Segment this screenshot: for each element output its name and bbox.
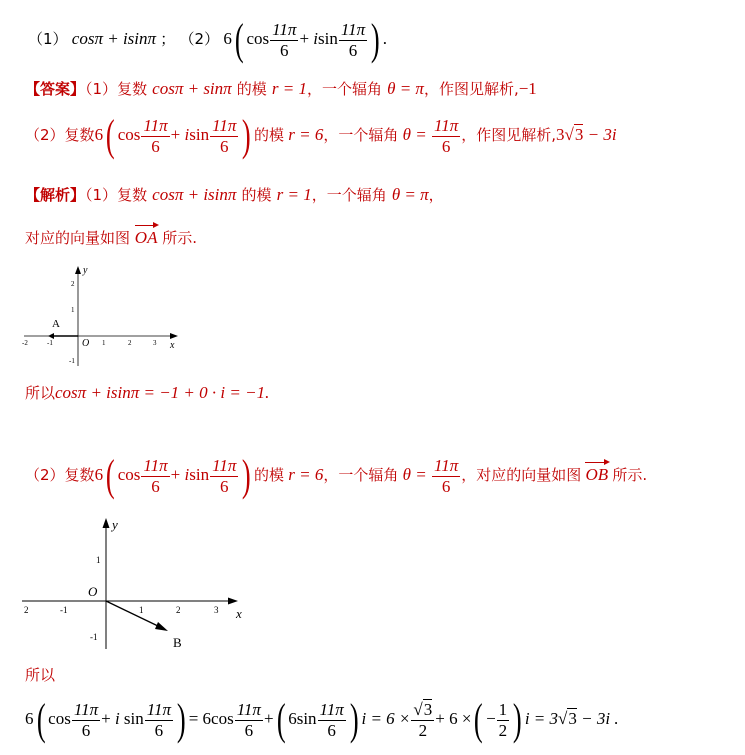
analysis-p1-end: ， [428,186,444,204]
q-part1-label: （1） [28,29,68,48]
analysis-line-1 [25,184,444,205]
analysis-p1-expr: cosπ + isinπ [152,185,237,204]
vec-ob: OB [585,464,609,484]
vec-line-b: 所示. [162,229,198,247]
vec-line-a: 对应的向量如图 [25,229,131,247]
q-part1-expr: cosπ + isinπ [71,28,157,48]
final-6sin: 6sin [288,708,317,728]
final-plus6: + 6 × [435,708,472,728]
g1-xtick-1: -1 [47,339,53,347]
g2-xtick-3: 2 [176,605,181,615]
answer-p2-result-a: 3 [556,124,565,144]
analysis-p2-mod-text: 的模 [254,465,285,484]
answer-p1-mod: r = 1 [271,79,307,98]
analysis-p2-mod: r = 6 [288,464,324,484]
g1-xtick-2: 1 [102,339,106,347]
question-line: （1） cosπ + isinπ ； （2） 6( cos $\frac{11\pi}{6}$ + isin $\frac{11\pi}{6}$ ) . [28,15,388,65]
g2-xtick-0: 2 [24,605,29,615]
q-end: . [382,28,388,48]
answer-line-2: （2）复数6( cos $\frac{11\pi}{6}$ + isin $\frac{11\pi}{6}$ ) 的模 r = 6，一个辐角 θ = $\frac{11\pi}{6}$ ，作图见解析,3√3 − 3i [25,111,617,161]
answer-p2-arg-text: ，一个辐角 [323,125,399,144]
analysis-p1-mod: r = 1 [276,185,312,204]
g1-xtick-0: -2 [22,339,28,347]
so1-prefix: 所以 [25,384,56,402]
answer-p1-prefix: 复数 [117,80,148,98]
q-frac-2: $\frac{11\pi}{6}$ [340,20,366,60]
g2-y-label: y [112,517,118,532]
g2-xtick-4: 3 [214,605,219,615]
g2-origin: O [88,584,98,599]
answer-p1-arg-text: ，一个辐角 [306,80,382,98]
g1-ytick-0: 2 [71,280,75,288]
analysis-vec-line-1 [25,227,197,248]
paren-left: ( [234,15,244,65]
g1-ytick-2: -1 [69,357,75,365]
final-equation: 6( cos $\frac{11\pi}{6}$ + i sin $\frac{11\pi}{6}$ ) = 6cos $\frac{11\pi}{6}$ +( 6sin $\frac{11\pi}{6}$ ) i = 6 × $\frac{√3}{2}$ + 6 ×( − $\frac{1}{2}$ ) i = 3√3 − 3i . [25,695,619,745]
answer-p1-result: −1 [518,79,537,98]
final-tail-a: i = 3 [524,708,559,728]
g2-xtick-2: 1 [139,605,144,615]
graph-2 [18,514,253,654]
paren-right: ) [371,15,380,65]
g1-y-label: y [83,265,88,276]
analysis-p2-prefix: 复数 [64,465,95,484]
g2-xtick-1: -1 [60,605,68,615]
g1-point-a: A [52,318,60,330]
answer-p1-label: （1） [85,80,118,98]
analysis-line-2: （2）复数6( cos $\frac{11\pi}{6}$ + isin $\frac{11\pi}{6}$ ) 的模 r = 6，一个辐角 θ = $\frac{11\pi}{6}$ ，对应的向量如图 OB 所示. [25,451,648,501]
answer-p2-tail: ，作图见解析, [461,125,556,144]
q-coef: 6 [223,28,232,48]
analysis-p2-arg-text: ，一个辐角 [323,465,399,484]
final-eq-a: = 6cos [188,708,234,728]
analysis-p2-arg: θ = [402,464,427,484]
vec-oa: OA [134,228,158,247]
answer-tag: 【答案】 [25,80,86,98]
g1-xtick-4: 3 [153,339,157,347]
analysis-p1-label: （1） [85,186,118,204]
so-line-1 [25,382,269,403]
q-part2-label: （2） [179,29,220,48]
analysis-p2-vec-end: 所示. [612,465,648,484]
analysis-p1-mod-text: 的模 [241,186,272,204]
so-line-2: 所以 [25,666,56,684]
g2-x-label: x [236,606,242,621]
so1-expr: cosπ + isinπ = −1 + 0 · i = −1. [55,383,270,402]
answer-p2-label: （2） [25,125,65,144]
g2-point-b: B [173,635,182,650]
q-sep: ； [160,29,176,48]
answer-line-1 [25,78,537,99]
g1-x-label: x [170,340,175,351]
answer-p1-expr: cosπ + sinπ [152,79,232,98]
g1-ytick-1: 1 [71,306,75,314]
answer-p2-arg: θ = [402,124,427,144]
answer-p1-tail: ，作图见解析, [423,80,519,98]
answer-p1-mod-text: 的模 [236,80,267,98]
final-i: i = 6 × [361,708,411,728]
q-frac-1: $\frac{11\pi}{6}$ [272,20,297,60]
g1-xtick-3: 2 [128,339,132,347]
answer-p2-mod: r = 6 [288,124,324,144]
g2-ytick-1: -1 [90,632,98,642]
final-plus: + [263,708,274,728]
answer-p2-result-b: − 3i [587,124,617,144]
g1-origin: O [82,338,90,349]
analysis-tag: 【解析】 [25,186,86,204]
answer-p2-mod-text: 的模 [254,125,285,144]
analysis-p2-label: （2） [25,465,65,484]
g2-ytick-0: 1 [96,555,101,565]
answer-p2-prefix: 复数 [64,125,95,144]
analysis-p1-arg: θ = π [391,185,429,204]
final-tail-b: − 3i . [581,708,619,728]
analysis-p2-vec-text: ，对应的向量如图 [461,465,582,484]
answer-p1-arg: θ = π [387,79,424,98]
analysis-p1-arg-text: ，一个辐角 [311,186,387,204]
analysis-p1-prefix: 复数 [117,186,148,204]
answer-p2-result-sqrt: 3 [574,124,584,144]
graph-1 [18,262,183,372]
